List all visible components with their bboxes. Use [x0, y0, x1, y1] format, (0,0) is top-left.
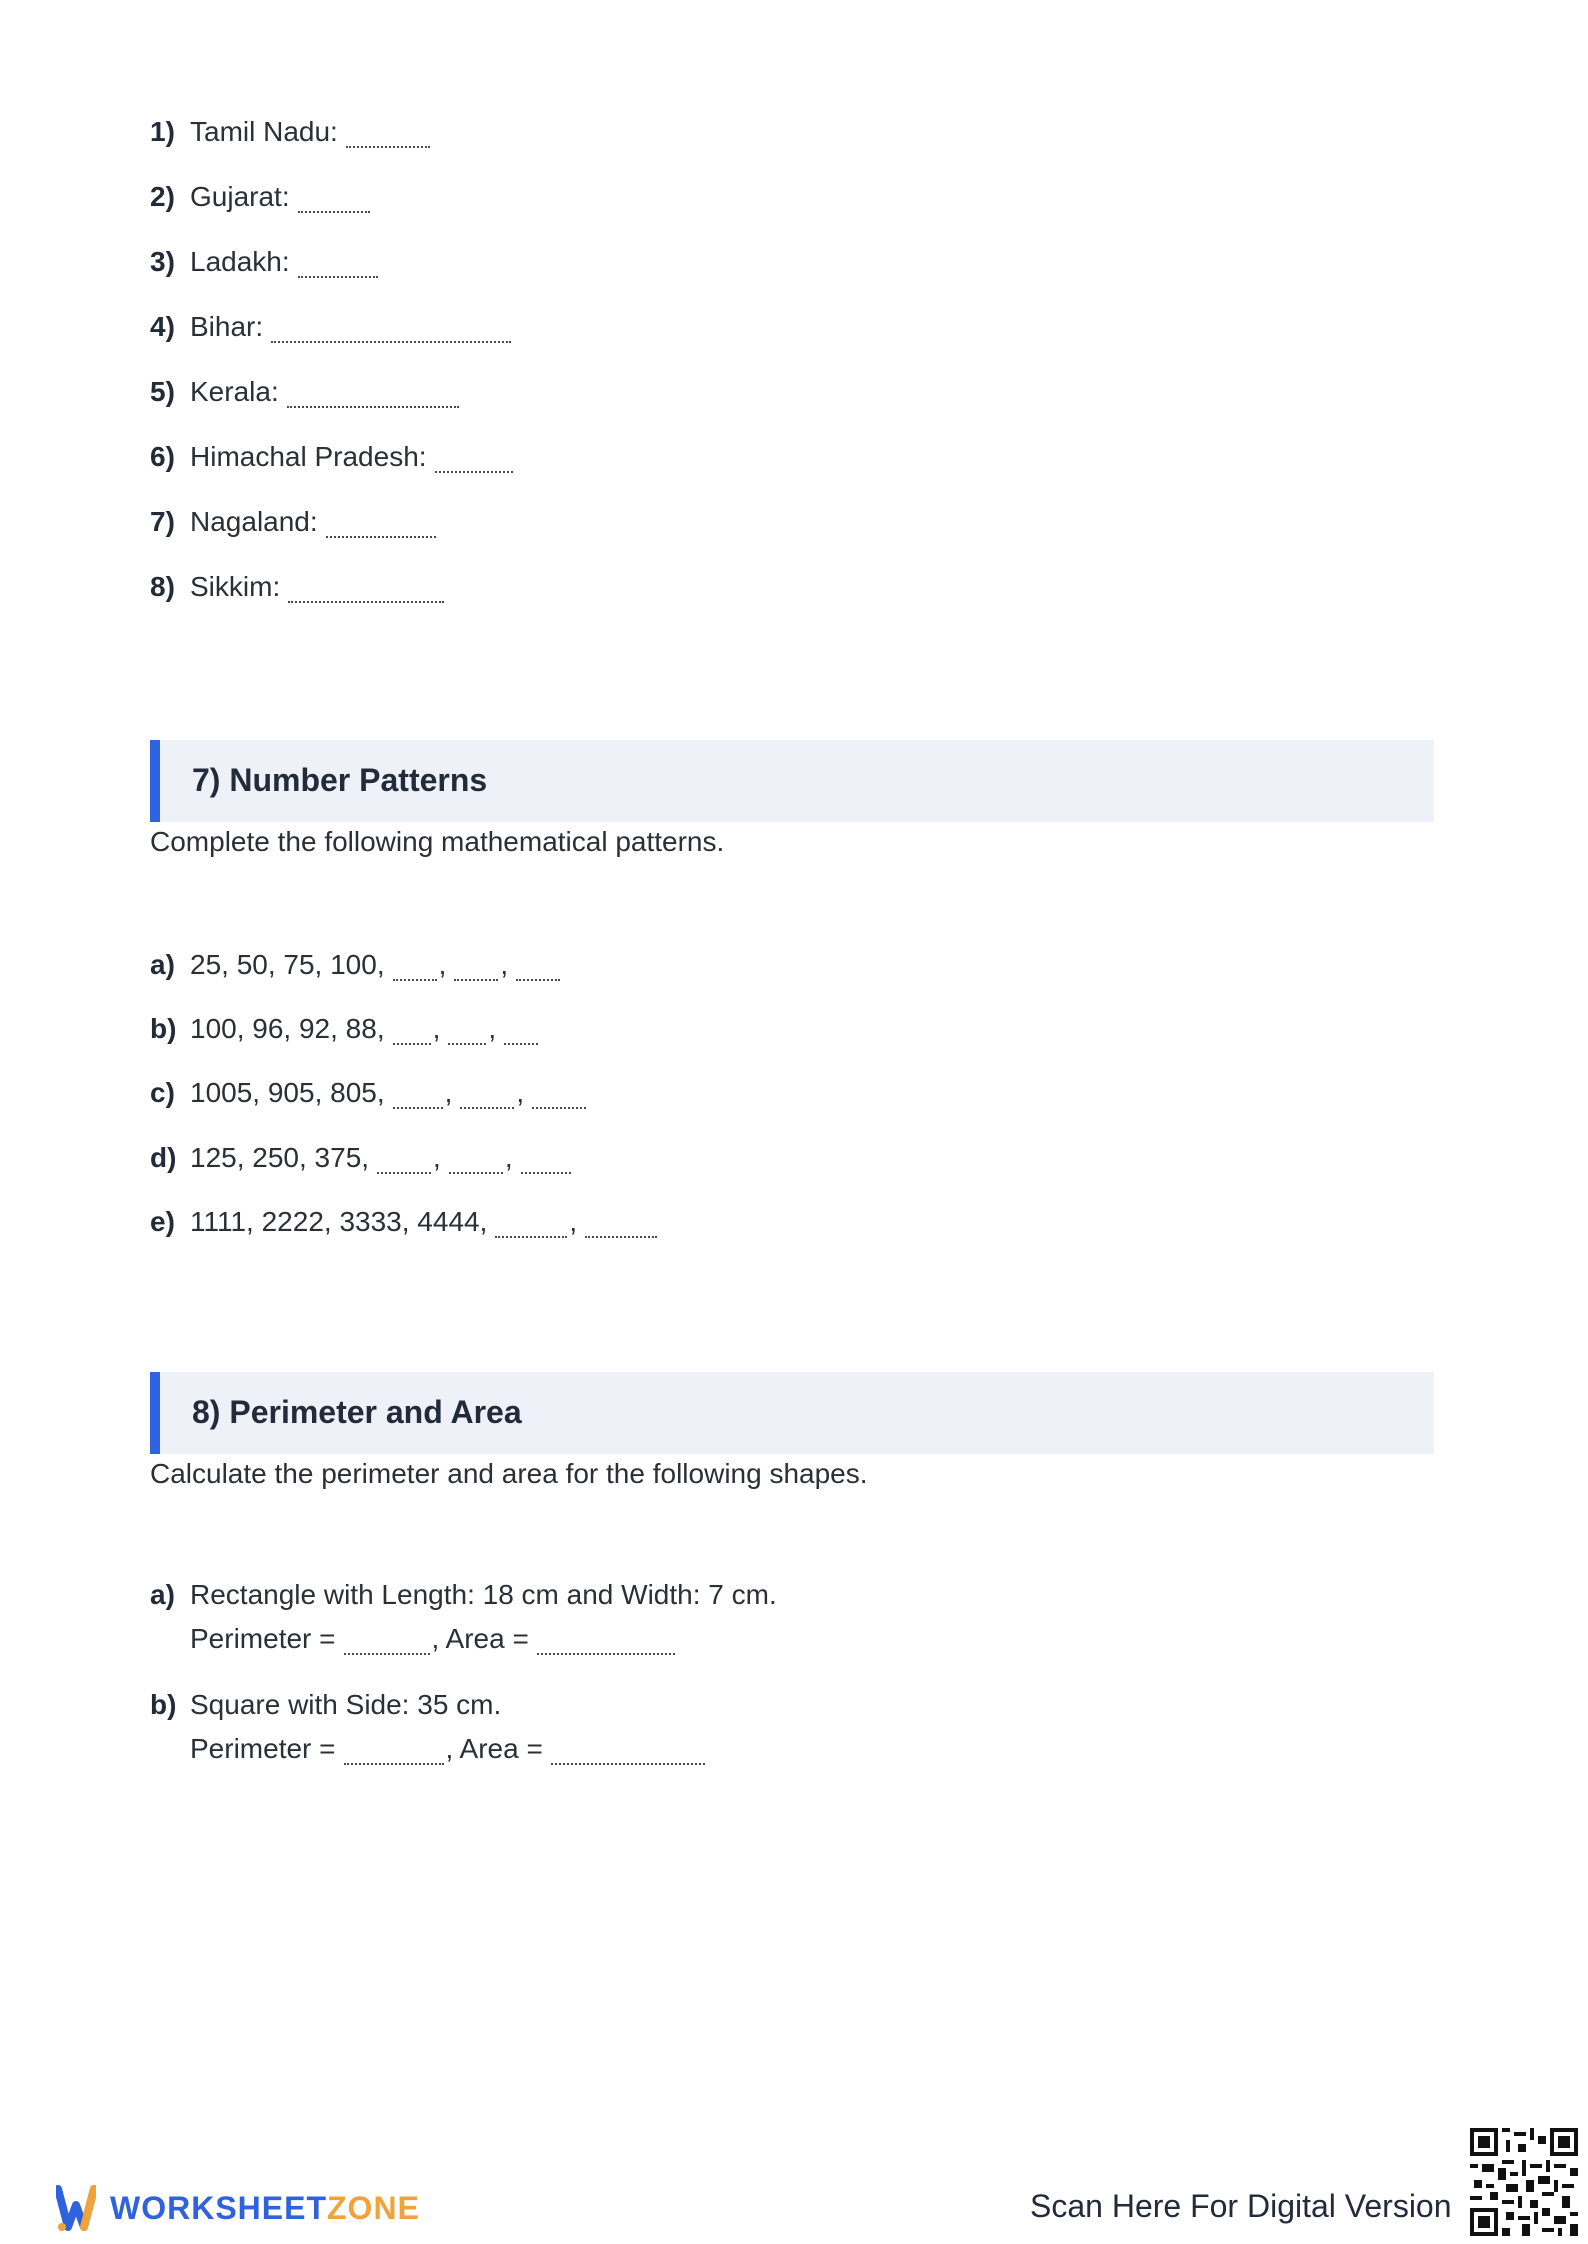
perimeter-label: Perimeter =: [190, 1733, 336, 1764]
answer-blank[interactable]: [298, 209, 370, 213]
comma-separator: ,: [488, 1013, 497, 1044]
pattern-blank[interactable]: [393, 977, 437, 981]
list-item: [150, 372, 459, 412]
qr-code-icon[interactable]: [1470, 2128, 1578, 2236]
pattern-blank[interactable]: [393, 1041, 431, 1045]
item-label: Ladakh:: [190, 246, 290, 277]
item-label: Himachal Pradesh:: [190, 441, 427, 472]
comma-separator: ,: [433, 1142, 441, 1173]
item-letter: b): [150, 1689, 177, 1720]
answer-line: [190, 1619, 675, 1659]
area-label: , Area =: [445, 1733, 543, 1764]
shape-item: [150, 1575, 777, 1615]
item-number: 6): [150, 441, 175, 472]
comma-separator: ,: [569, 1206, 578, 1237]
brand-accent: ZONE: [327, 2189, 420, 2226]
answer-blank[interactable]: [288, 599, 444, 603]
comma-separator: ,: [500, 949, 509, 980]
section-7-header: [150, 740, 1434, 822]
pattern-blank[interactable]: [516, 977, 560, 981]
item-number: 3): [150, 246, 175, 277]
pattern-sequence: 1111, 2222, 3333, 4444,: [190, 1206, 488, 1237]
item-number: 7): [150, 506, 175, 537]
item-number: 2): [150, 181, 175, 212]
pattern-blank[interactable]: [449, 1170, 503, 1174]
item-label: Sikkim:: [190, 571, 281, 602]
comma-separator: ,: [516, 1077, 525, 1108]
comma-separator: ,: [438, 949, 447, 980]
pattern-sequence: 25, 50, 75, 100,: [190, 949, 385, 980]
item-letter: d): [150, 1142, 177, 1173]
list-item: [150, 567, 444, 607]
answer-blank[interactable]: [326, 534, 436, 538]
pattern-blank[interactable]: [454, 977, 498, 981]
item-letter: c): [150, 1077, 175, 1108]
section-7-instruction: Complete the following mathematical patterns.: [150, 826, 725, 857]
item-number: 1): [150, 116, 175, 147]
answer-blank[interactable]: [346, 144, 430, 148]
list-item: [150, 112, 430, 152]
section-8-instruction: Calculate the perimeter and area for the following shapes.: [150, 1458, 868, 1489]
shape-item: [150, 1685, 501, 1725]
perimeter-label: Perimeter =: [190, 1623, 336, 1654]
pattern-item: [150, 1138, 571, 1178]
comma-separator: ,: [504, 1142, 513, 1173]
comma-separator: ,: [444, 1077, 453, 1108]
list-item: [150, 437, 513, 477]
answer-line: [190, 1729, 705, 1769]
brand-name: [110, 2190, 420, 2227]
item-number: 5): [150, 376, 175, 407]
item-label: Gujarat:: [190, 181, 290, 212]
item-letter: b): [150, 1013, 177, 1044]
brand-main: WORKSHEET: [110, 2189, 327, 2226]
answer-blank[interactable]: [271, 339, 511, 343]
pattern-blank[interactable]: [532, 1105, 586, 1109]
shape-description: Rectangle with Length: 18 cm and Width: 7 cm.: [190, 1579, 777, 1610]
item-label: Bihar:: [190, 311, 264, 342]
section-8-title: 8) Perimeter and Area: [192, 1394, 522, 1430]
pattern-sequence: 100, 96, 92, 88,: [190, 1013, 385, 1044]
pattern-blank[interactable]: [521, 1170, 571, 1174]
comma-separator: ,: [432, 1013, 441, 1044]
item-letter: a): [150, 1579, 175, 1610]
list-item: [150, 177, 370, 217]
item-letter: e): [150, 1206, 175, 1237]
pattern-blank[interactable]: [504, 1041, 538, 1045]
worksheetzone-logo[interactable]: [56, 2180, 420, 2236]
list-item: [150, 307, 511, 347]
item-number: 4): [150, 311, 175, 342]
pattern-sequence: 1005, 905, 805,: [190, 1077, 385, 1108]
pattern-item: [150, 1202, 657, 1242]
answer-blank[interactable]: [298, 274, 378, 278]
pattern-blank[interactable]: [585, 1234, 657, 1238]
section-7-title: 7) Number Patterns: [192, 762, 488, 798]
pattern-blank[interactable]: [460, 1105, 514, 1109]
section-8-header: [150, 1372, 1434, 1454]
pattern-item: [150, 1009, 538, 1049]
item-letter: a): [150, 949, 175, 980]
perimeter-blank[interactable]: [344, 1761, 444, 1765]
pattern-item: [150, 1073, 586, 1113]
list-item: [150, 502, 436, 542]
scan-text: Scan Here For Digital Version: [1030, 2188, 1452, 2224]
pattern-item: [150, 945, 560, 985]
answer-blank[interactable]: [435, 469, 513, 473]
pattern-blank[interactable]: [393, 1105, 443, 1109]
area-label: , Area =: [431, 1623, 529, 1654]
area-blank[interactable]: [551, 1761, 705, 1765]
item-label: Tamil Nadu:: [190, 116, 338, 147]
pattern-blank[interactable]: [495, 1234, 567, 1238]
item-label: Nagaland:: [190, 506, 318, 537]
area-blank[interactable]: [537, 1651, 675, 1655]
answer-blank[interactable]: [287, 404, 459, 408]
item-label: Kerala:: [190, 376, 279, 407]
w-logo-icon: [56, 2183, 96, 2233]
shape-description: Square with Side: 35 cm.: [190, 1689, 502, 1720]
item-number: 8): [150, 571, 175, 602]
pattern-sequence: 125, 250, 375,: [190, 1142, 370, 1173]
pattern-blank[interactable]: [377, 1170, 431, 1174]
list-item: [150, 242, 378, 282]
pattern-blank[interactable]: [448, 1041, 486, 1045]
perimeter-blank[interactable]: [344, 1651, 430, 1655]
